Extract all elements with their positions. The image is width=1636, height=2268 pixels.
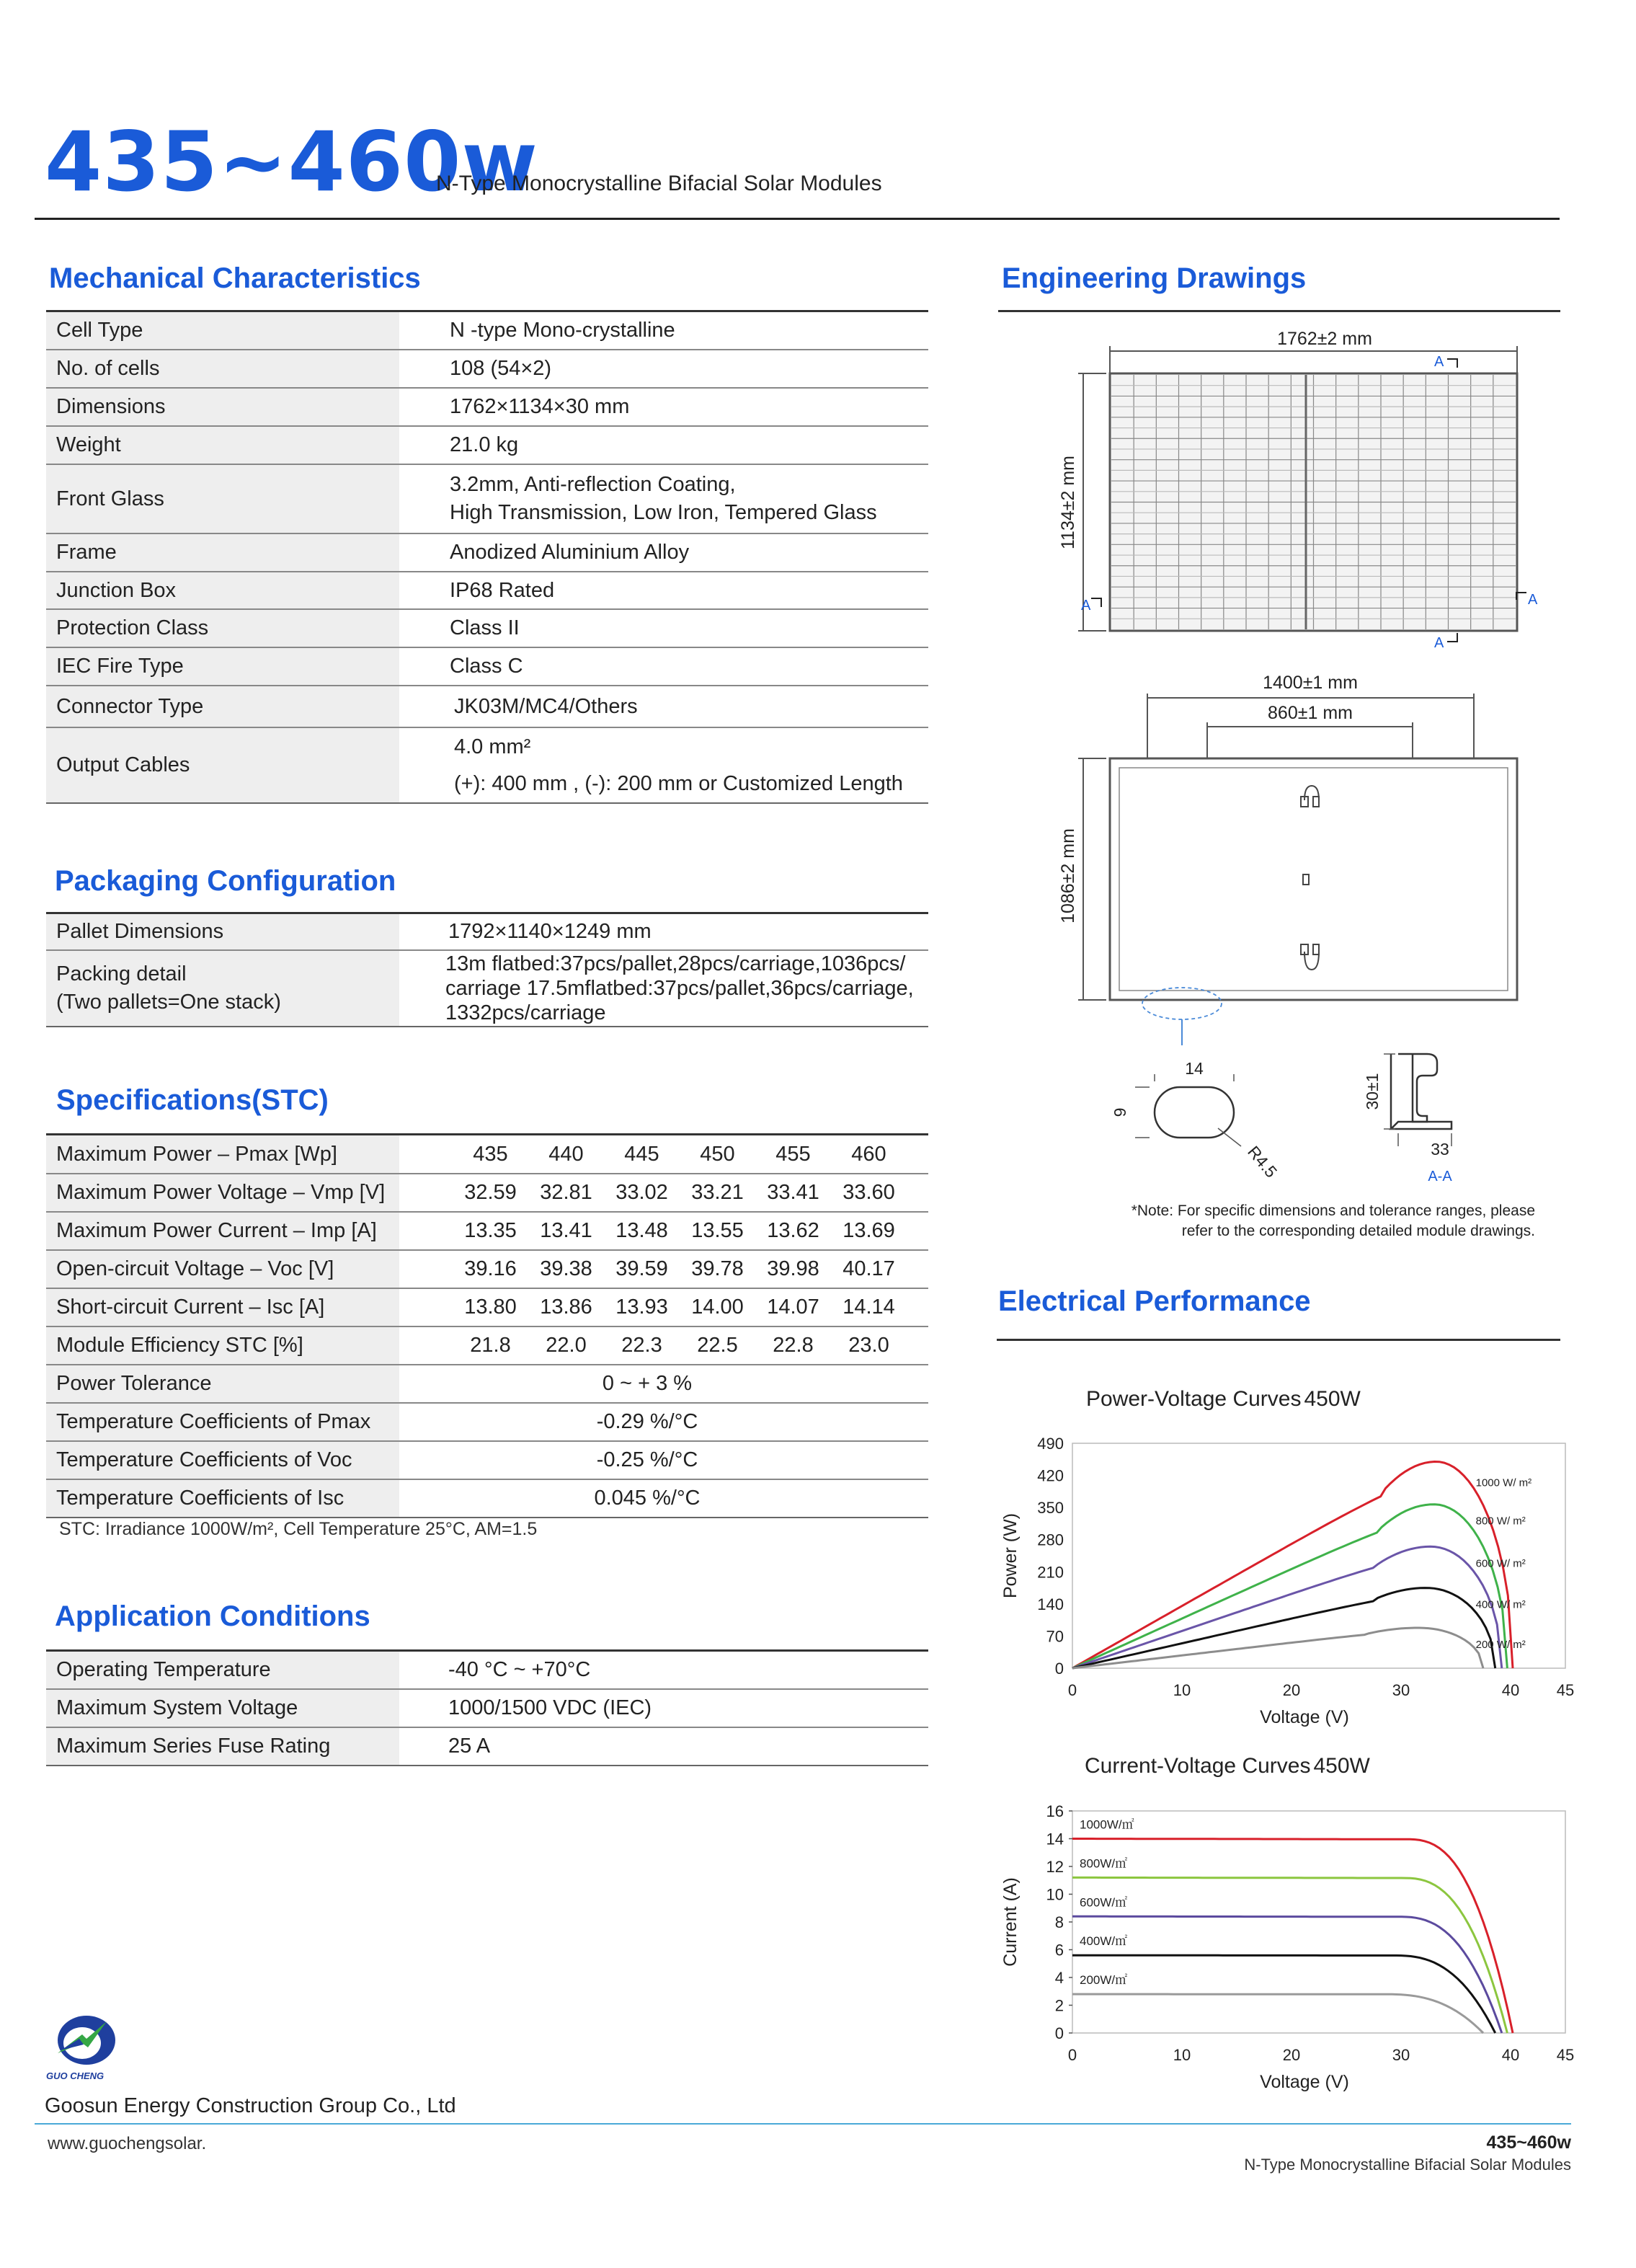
dim-860-label: 860±1 mm: [1268, 703, 1353, 723]
y-tick-label: 140: [1037, 1595, 1064, 1613]
x-tick-label: 40: [1501, 1681, 1520, 1699]
spacer-cell: [907, 1326, 928, 1365]
drawing-note-line: refer to the corresponding detailed module drawings.: [1181, 1223, 1535, 1239]
spec-value: 13.80: [453, 1288, 528, 1326]
x-tick-label: 30: [1392, 1681, 1410, 1699]
y-axis-label: Power (W): [1000, 1512, 1021, 1599]
table-label: Temperature Coefficients of Isc: [46, 1479, 399, 1518]
series-label: 400 W/ m²: [1475, 1598, 1526, 1611]
current-voltage-chart: [987, 1788, 1586, 2105]
table-label: Module Efficiency STC [%]: [46, 1326, 399, 1365]
frame-width-label: 33: [1431, 1140, 1449, 1159]
table-label: Temperature Coefficients of Voc: [46, 1441, 399, 1479]
footer-product-subtitle: N-Type Monocrystalline Bifacial Solar Modules: [1244, 2156, 1571, 2174]
spec-value: 32.81: [528, 1174, 604, 1212]
footer-divider: [35, 2123, 1571, 2125]
spec-value: 21.8: [453, 1326, 528, 1365]
plot-area: [1072, 1811, 1565, 2033]
mounting-hole-detail: [1135, 1074, 1241, 1146]
table-label: Cell Type: [46, 312, 399, 350]
spec-value: 22.3: [604, 1326, 680, 1365]
iv-chart-title-text: Current-Voltage Curves: [1085, 1754, 1311, 1778]
series-label: 1000W/㎡: [1080, 1817, 1134, 1832]
company-logo: [45, 2013, 124, 2082]
table-label: Weight: [46, 426, 399, 464]
y-tick-label: 490: [1037, 1435, 1064, 1453]
application-section-title: Application Conditions: [55, 1600, 370, 1632]
value-line: 1332pcs/carriage: [445, 1001, 606, 1025]
spec-value: 32.59: [453, 1174, 528, 1212]
application-table: [46, 1652, 928, 1766]
iv-chart-title-suffix: 450W: [1313, 1754, 1370, 1778]
x-tick-label: 0: [1067, 2046, 1077, 2064]
electrical-section-title: Electrical Performance: [998, 1285, 1311, 1317]
section-aa-label: A-A: [1428, 1169, 1452, 1184]
series-label: 600 W/ m²: [1475, 1557, 1526, 1570]
pv-chart-title-text: Power-Voltage Curves: [1086, 1387, 1302, 1411]
spec-value: -0.29 %/°C: [399, 1403, 928, 1441]
power-voltage-chart: [987, 1420, 1586, 1745]
spec-value: 0 ~ + 3 %: [399, 1365, 928, 1403]
table-label: IEC Fire Type: [46, 647, 399, 686]
drawing-note-line: *Note: For specific dimensions and tolerance ranges, please: [1131, 1202, 1535, 1219]
frame-profile: [1391, 1054, 1451, 1129]
spec-value: 39.98: [755, 1250, 831, 1288]
table-label: Maximum Series Fuse Rating: [46, 1727, 399, 1766]
spec-value: 13.62: [755, 1212, 831, 1250]
company-website[interactable]: www.guochengsolar.: [48, 2134, 207, 2153]
spec-value: 39.78: [680, 1250, 755, 1288]
spec-value: 13.69: [831, 1212, 907, 1250]
spec-value: 450: [680, 1135, 755, 1174]
pv-chart-title: [1086, 1387, 1361, 1412]
y-axis-label: Current (A): [1000, 1877, 1021, 1967]
series-label: 200 W/ m²: [1475, 1638, 1526, 1651]
spec-value: 22.5: [680, 1326, 755, 1365]
y-tick-label: 6: [1054, 1941, 1064, 1959]
spacer-cell: [907, 1288, 928, 1326]
table-label: Power Tolerance: [46, 1365, 399, 1403]
spec-value: 14.00: [680, 1288, 755, 1326]
section-marker-label: A: [1528, 592, 1538, 608]
x-tick-label: 30: [1392, 2046, 1410, 2064]
section-marker-label: A: [1434, 354, 1444, 370]
footer-product-title: 435~460w: [1486, 2132, 1571, 2153]
table-value: Class C: [399, 647, 928, 686]
x-tick-label: 0: [1067, 1681, 1077, 1699]
spec-value: 13.86: [528, 1288, 604, 1326]
spec-value: 33.21: [680, 1174, 755, 1212]
series-label: 200W/㎡: [1080, 1973, 1128, 1988]
value-line: 13m flatbed:37pcs/pallet,28pcs/carriage,1036pcs/: [445, 952, 906, 975]
x-tick-label: 20: [1282, 1681, 1301, 1699]
section-marker-label: A: [1434, 635, 1444, 651]
frame-height-label: 30±1: [1363, 1073, 1382, 1110]
logo-text: GUO CHENG: [46, 2070, 105, 2081]
table-label: Dimensions: [46, 388, 399, 426]
table-label: Front Glass: [46, 464, 399, 533]
table-label: Pallet Dimensions: [46, 914, 399, 950]
table-value: Anodized Aluminium Alloy: [399, 533, 928, 572]
spec-value: 39.59: [604, 1250, 680, 1288]
spec-value: 22.8: [755, 1326, 831, 1365]
series-label: 600W/㎡: [1080, 1895, 1128, 1910]
spec-value: 33.60: [831, 1174, 907, 1212]
pv-chart-title-suffix: 450W: [1304, 1387, 1361, 1411]
x-tick-label: 10: [1173, 2046, 1191, 2064]
dim-1086-label: 1086±2 mm: [1058, 828, 1078, 923]
table-value: 1000/1500 VDC (IEC): [399, 1689, 928, 1727]
hole-height-label: 9: [1111, 1107, 1129, 1117]
hole-radius-label: R4.5: [1244, 1142, 1281, 1182]
value-line: carriage 17.5mflatbed:37pcs/pallet,36pcs/carriage,: [445, 976, 914, 1000]
table-value: 25 A: [399, 1727, 928, 1766]
x-tick-label: 10: [1173, 1681, 1191, 1699]
page-subtitle: N-Type Monocrystalline Bifacial Solar Modules: [436, 172, 882, 195]
spacer-cell: [399, 1326, 453, 1365]
page-title: 435~460w: [45, 114, 538, 210]
electrical-rule: [997, 1339, 1560, 1341]
packaging-section-title: Packaging Configuration: [55, 865, 396, 897]
specs-section-title: Specifications(STC): [56, 1084, 329, 1116]
table-label: Protection Class: [46, 609, 399, 647]
y-tick-label: 10: [1046, 1885, 1064, 1904]
mechanical-section-title: Mechanical Characteristics: [49, 262, 421, 294]
table-value: -40 °C ~ +70°C: [399, 1652, 928, 1689]
x-tick-label: 20: [1282, 2046, 1301, 2064]
y-tick-label: 14: [1046, 1830, 1064, 1848]
table-label: Maximum Power Voltage – Vmp [V]: [46, 1174, 399, 1212]
table-label: Junction Box: [46, 572, 399, 609]
spec-value: 13.93: [604, 1288, 680, 1326]
value-line: (+): 400 mm , (-): 200 mm or Customized Length: [454, 771, 903, 795]
spec-value: 455: [755, 1135, 831, 1174]
x-tick-label: 45: [1556, 2046, 1575, 2064]
spec-value: 13.55: [680, 1212, 755, 1250]
table-label: Temperature Coefficients of Pmax: [46, 1403, 399, 1441]
x-tick-label: 45: [1556, 1681, 1575, 1699]
y-tick-label: 8: [1054, 1913, 1064, 1931]
table-value: N -type Mono-crystalline: [399, 312, 928, 350]
table-label: Open-circuit Voltage – Voc [V]: [46, 1250, 399, 1288]
spec-value: 14.07: [755, 1288, 831, 1326]
spec-value: 40.17: [831, 1250, 907, 1288]
y-tick-label: 70: [1046, 1627, 1064, 1646]
series-label: 1000 W/ m²: [1475, 1476, 1532, 1489]
x-axis-label: Voltage (V): [1260, 2072, 1349, 2092]
section-marker-label: A: [1081, 598, 1091, 613]
spacer-cell: [399, 1288, 453, 1326]
spec-value: 33.02: [604, 1174, 680, 1212]
y-tick-label: 420: [1037, 1466, 1064, 1485]
label-line: Packing detail: [56, 962, 187, 985]
table-label: No. of cells: [46, 350, 399, 388]
width-dimension: [1110, 346, 1517, 375]
spec-value: 13.41: [528, 1212, 604, 1250]
table-label: Short-circuit Current – Isc [A]: [46, 1288, 399, 1326]
value-line: High Transmission, Low Iron, Tempered Glass: [450, 501, 877, 524]
width-label: 1762±2 mm: [1277, 329, 1372, 349]
label-line: (Two pallets=One stack): [56, 991, 281, 1014]
spec-value: 14.14: [831, 1288, 907, 1326]
table-value: IP68 Rated: [399, 572, 928, 609]
value-line: 3.2mm, Anti-reflection Coating,: [450, 473, 736, 496]
y-tick-label: 350: [1037, 1499, 1064, 1518]
table-label: Operating Temperature: [46, 1652, 399, 1689]
height-dimension: [1078, 373, 1106, 631]
table-value: 108 (54×2): [399, 350, 928, 388]
table-value: Class II: [399, 609, 928, 647]
spec-value: 13.35: [453, 1212, 528, 1250]
height-label: 1134±2 mm: [1058, 456, 1078, 549]
y-tick-label: 210: [1037, 1563, 1064, 1582]
spec-value: 39.38: [528, 1250, 604, 1288]
value-line: 4.0 mm²: [454, 735, 531, 758]
spec-value: 23.0: [831, 1326, 907, 1365]
y-tick-label: 2: [1054, 1996, 1064, 2015]
panel-back-view: [1110, 758, 1517, 1000]
spec-value: 39.16: [453, 1250, 528, 1288]
height-1086-dimension: [1078, 758, 1106, 1000]
spec-value: 13.48: [604, 1212, 680, 1250]
company-name: Goosun Energy Construction Group Co., Ltd: [45, 2094, 456, 2117]
dim-1400-label: 1400±1 mm: [1263, 673, 1358, 693]
table-label: Connector Type: [46, 686, 399, 727]
hole-width-label: 14: [1185, 1059, 1204, 1078]
table-value: 21.0 kg: [399, 426, 928, 464]
drawing-note: [1081, 1202, 1535, 1240]
spec-value: 0.045 %/°C: [399, 1479, 928, 1518]
table-value: 1762×1134×30 mm: [399, 388, 928, 426]
series-label: 800 W/ m²: [1475, 1515, 1526, 1528]
spec-value: 445: [604, 1135, 680, 1174]
table-value: 1792×1140×1249 mm: [399, 914, 928, 950]
table-label: Frame: [46, 533, 399, 572]
stc-note: STC: Irradiance 1000W/m², Cell Temperature 25°C, AM=1.5: [59, 1519, 538, 1539]
x-axis-label: Voltage (V): [1260, 1707, 1349, 1727]
table-label: Maximum Power Current – Imp [A]: [46, 1212, 399, 1250]
y-tick-label: 0: [1054, 2024, 1064, 2042]
y-tick-label: 12: [1046, 1858, 1064, 1876]
spec-value: 440: [528, 1135, 604, 1174]
spec-value: 435: [453, 1135, 528, 1174]
engineering-section-title: Engineering Drawings: [1002, 262, 1307, 294]
y-tick-label: 280: [1037, 1531, 1064, 1549]
y-tick-label: 16: [1046, 1802, 1064, 1820]
series-label: 800W/㎡: [1080, 1856, 1128, 1871]
spec-value: -0.25 %/°C: [399, 1441, 928, 1479]
spec-value: 33.41: [755, 1174, 831, 1212]
spec-value: 460: [831, 1135, 907, 1174]
iv-chart-title: [1085, 1754, 1370, 1778]
spec-value: 22.0: [528, 1326, 604, 1365]
y-tick-label: 0: [1054, 1660, 1064, 1678]
table-label: Output Cables: [46, 727, 399, 803]
table-value: JK03M/MC4/Others: [399, 686, 928, 727]
y-tick-label: 4: [1054, 1969, 1064, 1987]
x-tick-label: 40: [1501, 2046, 1520, 2064]
table-label: Maximum Power – Pmax [Wp]: [46, 1135, 399, 1174]
series-label: 400W/㎡: [1080, 1934, 1128, 1949]
table-label: Maximum System Voltage: [46, 1689, 399, 1727]
